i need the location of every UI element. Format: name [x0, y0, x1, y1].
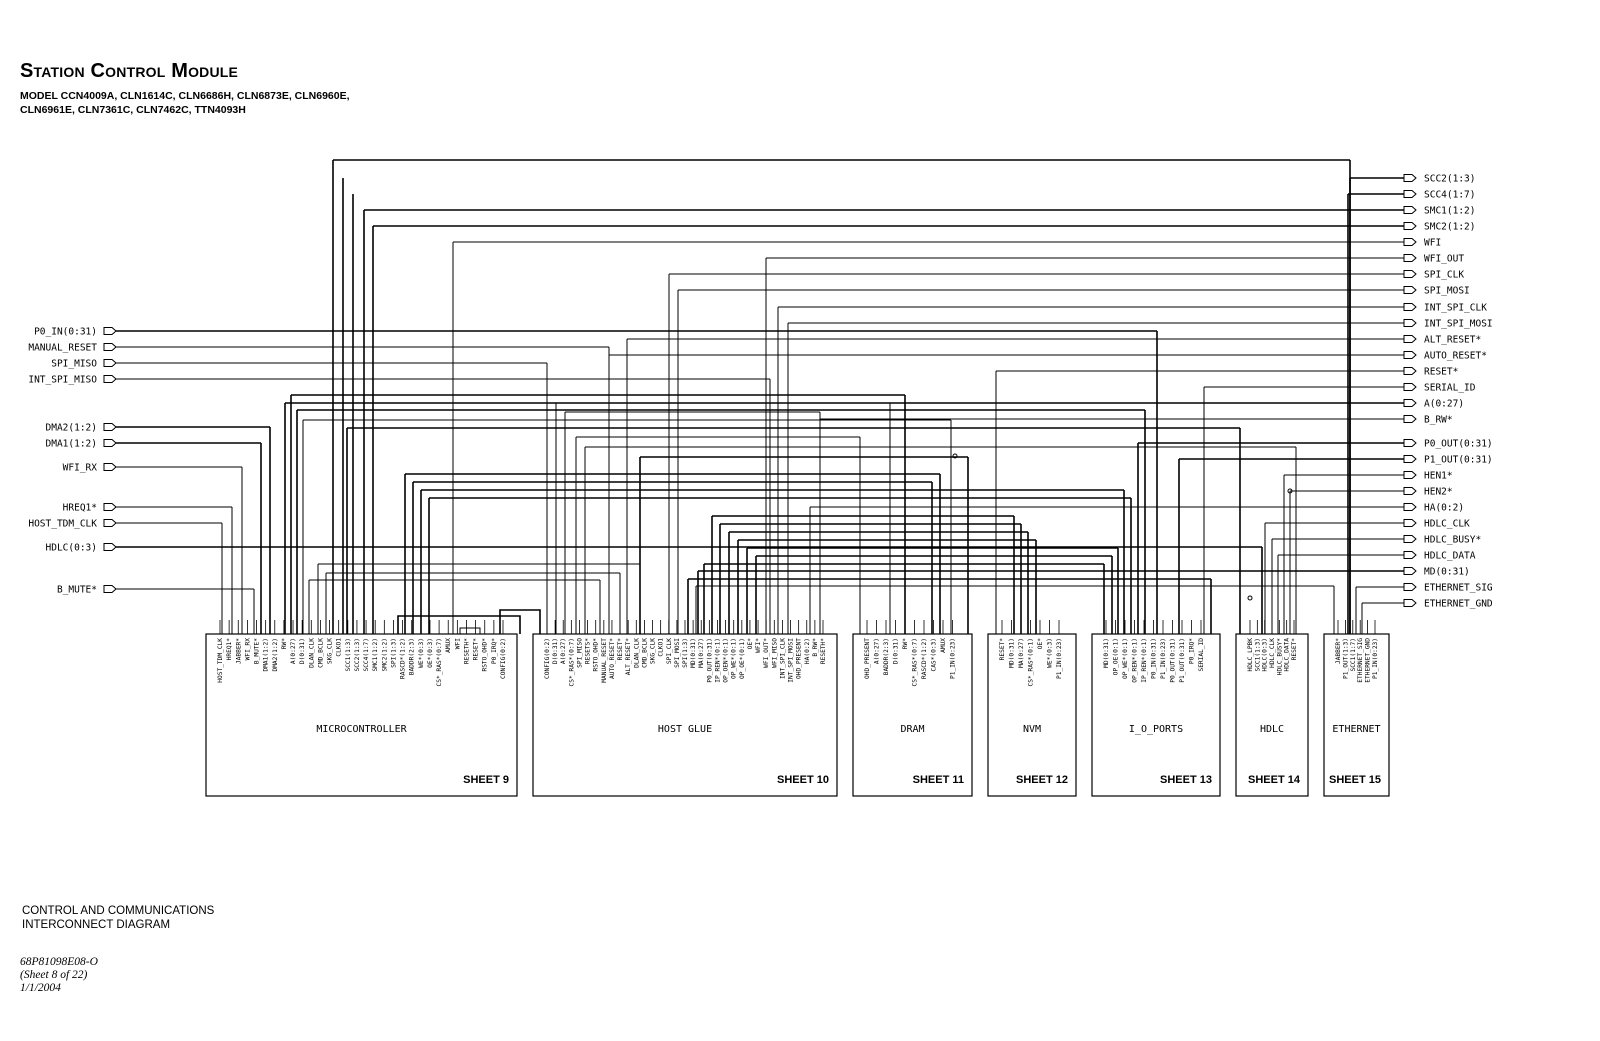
- port-label: ALT_RESET*: [1424, 334, 1482, 346]
- port-label: HEN1*: [1424, 470, 1453, 482]
- pin-label: WE*(0:3): [417, 638, 425, 668]
- pin-label: SCC1(1:7): [1349, 638, 1357, 672]
- pin-label: OHD_PRESENT: [795, 638, 803, 679]
- left-port-dma2-1-2: [46, 423, 116, 434]
- pin-label: CS*_RAS*(0:7): [436, 638, 444, 687]
- left-port-wfi-rx: [63, 463, 116, 474]
- pin-label: P0_OUT(0:31): [706, 638, 714, 683]
- pin-label: D(0:31): [892, 638, 900, 665]
- pin-label: AMUX: [445, 638, 453, 653]
- block-dram: [853, 634, 972, 796]
- pin-label: CONFIG(0:2): [544, 638, 551, 679]
- port-label: INT_SPI_MISO: [28, 374, 97, 386]
- pin-label: CS*_RAS*(0:1): [1027, 638, 1035, 687]
- right-port-ha-0-2: [1404, 503, 1464, 514]
- pin-label: SPI_MOSI: [673, 638, 681, 668]
- pin-label: ALT_RESET*: [625, 638, 633, 676]
- port-connector: [104, 344, 116, 351]
- port-connector: [1404, 239, 1416, 246]
- pin-label: IP_REN*(0:1): [714, 638, 722, 683]
- pin-label: SCC1(1:3): [344, 638, 352, 672]
- caption-line-1: CONTROL AND COMMUNICATIONS: [22, 905, 215, 917]
- pin-label: OE*: [1037, 638, 1044, 650]
- pin-label: RW*: [902, 638, 909, 650]
- block-sheet-ref: SHEET 10: [777, 774, 829, 786]
- pin-label: HDLC_LPBK: [1247, 638, 1254, 672]
- pin-label: INT_SPI_MOSI: [787, 638, 795, 683]
- doc-number: 68P81098E08-O: [20, 956, 98, 968]
- block-name: HDLC: [1259, 724, 1285, 735]
- pin-label: P0_IRQ*: [1188, 638, 1196, 665]
- port-connector: [1404, 255, 1416, 262]
- bus-loop: [460, 628, 480, 634]
- pin-label: CMD_BCLK: [641, 638, 649, 668]
- port-connector: [1404, 191, 1416, 198]
- pin-label: RASCD*(1:2): [399, 638, 407, 679]
- port-connector: [104, 376, 116, 383]
- block-name: ETHERNET: [1332, 724, 1381, 735]
- pin-label: OP_REN*(0:1): [1131, 638, 1139, 683]
- pin-label: HDLC_DATA: [1283, 638, 1291, 672]
- pin-label: MANUAL_RESET: [600, 638, 608, 683]
- pin-label: B_RW*: [811, 638, 819, 657]
- pin-label: WFI_MISO: [771, 638, 779, 668]
- pin-label: OP_OE*(0:1): [738, 638, 746, 679]
- pin-label: RW*: [280, 638, 288, 650]
- pin-label: JABBER*: [235, 638, 243, 665]
- port-label: SERIAL_ID: [1424, 382, 1476, 394]
- pin-label: HDLC_CLK: [1269, 638, 1276, 668]
- pin-label: IP_REN*(0:1): [1141, 638, 1148, 683]
- pin-label: SKG_CLK: [326, 638, 334, 665]
- doc-date: 1/1/2004: [20, 982, 61, 994]
- right-port-smc2-1-2: [1404, 222, 1475, 233]
- sheet-number: (Sheet 8 of 22): [20, 969, 88, 981]
- left-port-p0-in-0-31: [34, 327, 116, 338]
- left-port-spi-miso: [51, 359, 116, 370]
- wire-junction: [1248, 596, 1252, 600]
- pin-label: WE*(0:3): [1046, 638, 1054, 668]
- port-label: HDLC_DATA: [1424, 550, 1476, 562]
- port-label: SPI_CLK: [1424, 269, 1465, 281]
- right-port-hen2: [1404, 487, 1453, 498]
- port-label: HDLC_CLK: [1424, 518, 1470, 530]
- right-port-int-spi-mosi: [1404, 319, 1493, 330]
- pin-label: AMUX: [940, 638, 947, 653]
- block-ethernet: [1324, 634, 1389, 796]
- port-connector: [1404, 456, 1416, 463]
- right-port-md-0-31: [1404, 567, 1470, 578]
- pin-label: SMC1(1:2): [372, 638, 380, 672]
- right-port-wfi: [1404, 238, 1441, 249]
- port-label: P0_IN(0:31): [34, 326, 97, 338]
- port-label: WFI_OUT: [1424, 253, 1465, 265]
- pin-label: RESETH*: [820, 638, 827, 665]
- pin-label: P0_IRQ*: [490, 638, 498, 665]
- port-label: P1_OUT(0:31): [1424, 454, 1493, 466]
- pin-label: MA(0:27): [1018, 638, 1025, 668]
- pin-label: SPI_CLK: [665, 638, 673, 665]
- pin-label: WFI_RX: [244, 638, 252, 661]
- pin-label: ETHERNET_SIG: [1357, 638, 1365, 683]
- port-label: SMC2(1:2): [1424, 221, 1476, 233]
- pin-label: A(0:27): [290, 638, 298, 665]
- right-port-scc2-1-3: [1404, 174, 1475, 185]
- left-port-hdlc-0-3: [46, 543, 116, 554]
- port-label: SMC1(1:2): [1424, 205, 1476, 217]
- port-connector: [1404, 320, 1416, 327]
- pin-label: INT_SPI_CLK: [779, 638, 787, 679]
- port-label: SCC2(1:3): [1424, 173, 1476, 185]
- port-connector: [104, 586, 116, 593]
- right-port-smc1-1-2: [1404, 206, 1475, 217]
- pin-label: A(0:27): [560, 638, 568, 665]
- pin-label: WFI: [454, 638, 462, 650]
- pin-label: JABBER*: [1335, 638, 1342, 665]
- block-sheet-ref: SHEET 15: [1329, 774, 1381, 786]
- port-label: DMA1(1:2): [45, 438, 97, 450]
- pin-label: AUTO_RESET*: [608, 638, 616, 679]
- block-name: I_O_PORTS: [1128, 724, 1184, 735]
- pin-label: SERIAL_ID: [1198, 638, 1205, 672]
- port-connector: [1404, 552, 1416, 559]
- port-connector: [1404, 287, 1416, 294]
- pin-label: OP_OE(0:1): [1112, 638, 1120, 676]
- block-i-o-ports: [1092, 634, 1220, 796]
- block-hdlc: [1236, 634, 1308, 796]
- block-nvm: [988, 634, 1076, 796]
- left-port-host-tdm-clk: [28, 519, 116, 530]
- pin-label: RESET*: [617, 638, 625, 661]
- port-label: INT_SPI_MOSI: [1424, 318, 1493, 330]
- left-port-int-spi-miso: [28, 375, 116, 386]
- pin-label: D(0:31): [299, 638, 307, 665]
- pin-label: DMA2(1:2): [271, 638, 279, 672]
- pin-label: P1_IN(0:23): [1372, 638, 1379, 679]
- pin-label: RESET*: [472, 638, 480, 661]
- pin-label: RESETS*: [584, 638, 592, 665]
- right-port-reset: [1404, 367, 1458, 378]
- right-port-ethernet-sig: [1404, 583, 1493, 594]
- port-connector: [104, 520, 116, 527]
- pin-label: MA(0:27): [698, 638, 706, 668]
- pin-label: OE*(0:3): [426, 638, 434, 668]
- port-label: ETHERNET_GND: [1424, 598, 1493, 610]
- port-connector: [1404, 568, 1416, 575]
- port-label: RESET*: [1424, 366, 1459, 378]
- pin-label: OP_WE*(0:1): [730, 638, 738, 679]
- pin-label: ETHERNET_GND: [1364, 638, 1372, 683]
- port-connector: [1404, 304, 1416, 311]
- block-microcontroller: [206, 634, 517, 796]
- port-connector: [1404, 584, 1416, 591]
- pin-label: OP_OEN*(0:1): [722, 638, 730, 683]
- port-label: MD(0:31): [1424, 566, 1470, 578]
- left-port-b-mute: [57, 585, 116, 596]
- port-label: A(0:27): [1424, 398, 1465, 410]
- port-connector: [104, 544, 116, 551]
- pin-label: SCC2(1:3): [353, 638, 361, 672]
- pin-label: HA(0:2): [803, 638, 811, 665]
- port-label: HOST_TDM_CLK: [28, 518, 97, 530]
- pin-label: P1_OUT(1:3): [1342, 638, 1350, 679]
- model-list-line-1: MODEL CCN4009A, CLN1614C, CLN6686H, CLN6873E, CLN6960E,: [20, 90, 350, 102]
- pin-label: CMD_BCLK: [317, 638, 325, 668]
- port-connector: [1404, 175, 1416, 182]
- pin-label: HDLC(0:3): [1261, 638, 1269, 672]
- port-connector: [1404, 504, 1416, 511]
- port-label: SPI_MISO: [51, 358, 97, 370]
- port-connector: [1404, 400, 1416, 407]
- pin-label: CONFIG(0:2): [500, 638, 507, 679]
- pin-label: HDLC_BUSY*: [1276, 638, 1284, 676]
- port-connector: [1404, 368, 1416, 375]
- right-port-p0-out-0-31: [1404, 439, 1493, 450]
- pin-label: P0_OUT(0:31): [1169, 638, 1177, 683]
- port-label: WFI_RX: [62, 462, 97, 474]
- port-label: SPI_MOSI: [1424, 285, 1470, 297]
- port-label: HA(0:2): [1424, 502, 1465, 514]
- port-connector: [1404, 520, 1416, 527]
- port-label: WFI: [1424, 237, 1442, 249]
- port-connector: [1404, 488, 1416, 495]
- pin-label: DLAN_CLK: [633, 638, 641, 668]
- port-connector: [104, 328, 116, 335]
- right-port-spi-clk: [1404, 270, 1464, 281]
- port-label: HDLC(0:3): [45, 542, 97, 554]
- right-port-ethernet-gnd: [1404, 599, 1493, 610]
- wire-group: [116, 160, 1404, 634]
- block-name: DRAM: [900, 724, 925, 735]
- right-port-int-spi-clk: [1404, 303, 1487, 314]
- pin-label: D(0:31): [552, 638, 560, 665]
- pin-label: A(0:27): [873, 638, 881, 665]
- pin-label: MD(0:31): [1103, 638, 1110, 668]
- block-name: NVM: [1022, 724, 1042, 735]
- left-port-dma1-1-2: [46, 439, 116, 450]
- port-connector: [1404, 384, 1416, 391]
- port-label: B_RW*: [1424, 414, 1453, 426]
- pin-label: WFI*: [755, 638, 763, 653]
- port-connector: [104, 440, 116, 447]
- pin-label: SPI_MISO: [576, 638, 584, 668]
- bus-loop: [398, 616, 520, 634]
- pin-label: RESET*: [999, 638, 1006, 661]
- block-sheet-ref: SHEET 12: [1016, 774, 1068, 786]
- port-label: AUTO_RESET*: [1424, 350, 1487, 362]
- right-port-hdlc-busy: [1404, 535, 1481, 546]
- block-name: HOST GLUE: [657, 724, 713, 735]
- left-port-manual-reset: [28, 343, 116, 354]
- pin-label: CS*_RAS*(0:7): [568, 638, 576, 687]
- port-label: P0_OUT(0:31): [1424, 438, 1493, 450]
- pin-label: RASCD*(1:2): [921, 638, 928, 679]
- port-connector: [104, 360, 116, 367]
- pin-label: SCC4(1:7): [363, 638, 371, 672]
- pin-label: P1_IN(0:23): [1160, 638, 1167, 679]
- pin-label: SMC2(1:2): [381, 638, 389, 672]
- pin-label: SKG_CLK: [649, 638, 657, 665]
- pin-label: OE*: [746, 638, 754, 650]
- right-port-auto-reset: [1404, 351, 1487, 362]
- pin-label: MD(0:31): [1008, 638, 1016, 668]
- pin-label: P1_OUT(0:31): [1179, 638, 1186, 683]
- block-sheet-ref: SHEET 9: [463, 774, 509, 786]
- diagram-caption: [22, 904, 214, 932]
- block-name: MICROCONTROLLER: [316, 724, 407, 735]
- port-label: HEN2*: [1424, 486, 1453, 498]
- pin-label: SCC1(1:3): [1254, 638, 1262, 672]
- right-port-scc4-1-7: [1404, 190, 1475, 201]
- port-connector: [1404, 600, 1416, 607]
- port-label: ETHERNET_SIG: [1424, 582, 1493, 594]
- pin-label: HOST_TDM_CLK: [217, 638, 224, 683]
- port-connector: [1404, 336, 1416, 343]
- pin-label: MD(0:31): [690, 638, 698, 668]
- title-text: Station Control Module: [20, 60, 239, 82]
- right-port-a-0-27: [1404, 399, 1464, 410]
- pin-label: RESETH*: [463, 638, 471, 665]
- port-label: INT_SPI_CLK: [1424, 302, 1487, 314]
- pin-label: BADDR(2:3): [883, 638, 890, 676]
- right-port-b-rw: [1404, 415, 1453, 426]
- pin-label: P0_IN(0:31): [1150, 638, 1158, 679]
- port-connector: [1404, 536, 1416, 543]
- right-port-spi-mosi: [1404, 286, 1470, 297]
- pin-label: CS*_RAS*(0:7): [911, 638, 919, 687]
- pin-label: SPI(1:3): [682, 638, 689, 668]
- block-sheet-ref: SHEET 14: [1248, 774, 1300, 786]
- port-label: SCC4(1:7): [1424, 189, 1476, 201]
- right-port-hen1: [1404, 471, 1453, 482]
- pin-label: CLKO1: [657, 638, 665, 657]
- pin-label: P1_IN(0:23): [1056, 638, 1063, 679]
- port-label: HREQ1*: [62, 502, 97, 514]
- caption-line-2: INTERCONNECT DIAGRAM: [22, 919, 171, 931]
- port-label: HDLC_BUSY*: [1424, 534, 1482, 546]
- port-connector: [104, 424, 116, 431]
- block-sheet-ref: SHEET 13: [1160, 774, 1212, 786]
- port-label: B_MUTE*: [56, 584, 97, 596]
- pin-label: RSTO_OHD*: [481, 638, 489, 672]
- pin-label: OP_WE*(0:1): [1122, 638, 1129, 679]
- pin-label: CLKO1: [335, 638, 343, 657]
- port-connector: [1404, 472, 1416, 479]
- pin-label: HREQ1*: [226, 638, 234, 661]
- right-port-serial-id: [1404, 383, 1476, 394]
- left-port-hreq1: [63, 503, 116, 514]
- right-port-hdlc-clk: [1404, 519, 1470, 530]
- pin-label: CAS*(0:3): [930, 638, 938, 672]
- port-label: MANUAL_RESET: [28, 342, 97, 354]
- port-connector: [1404, 416, 1416, 423]
- pin-label: BADDR(2:3): [408, 638, 416, 676]
- block-host-glue: [533, 634, 837, 796]
- pin-label: RESET*: [1291, 638, 1298, 661]
- model-list-line-2: CLN6961E, CLN7361C, CLN7462C, TTN4093H: [20, 104, 246, 116]
- pin-label: RSTO_OHD*: [592, 638, 600, 672]
- pin-label: DLAN_CLK: [308, 638, 316, 668]
- right-port-alt-reset: [1404, 335, 1481, 346]
- block-sheet-ref: SHEET 11: [912, 774, 964, 786]
- port-connector: [1404, 207, 1416, 214]
- pin-label: WFI_OUT*: [763, 638, 771, 668]
- port-connector: [1404, 440, 1416, 447]
- port-connector: [1404, 352, 1416, 359]
- port-connector: [1404, 271, 1416, 278]
- pin-label: B_MUTE*: [253, 638, 261, 665]
- pin-label: SPI(1:3): [390, 638, 398, 668]
- port-connector: [104, 464, 116, 471]
- port-connector: [104, 504, 116, 511]
- port-label: DMA2(1:2): [45, 422, 97, 434]
- pin-label: P1_IN(0:23): [949, 638, 957, 679]
- document-id: [20, 956, 98, 995]
- pin-label: DMA1(1:2): [262, 638, 270, 672]
- right-port-wfi-out: [1404, 254, 1464, 265]
- right-port-hdlc-data: [1404, 551, 1476, 562]
- right-port-p1-out-0-31: [1404, 455, 1493, 466]
- port-connector: [1404, 223, 1416, 230]
- pin-label: OHD_PRESENT: [864, 638, 871, 679]
